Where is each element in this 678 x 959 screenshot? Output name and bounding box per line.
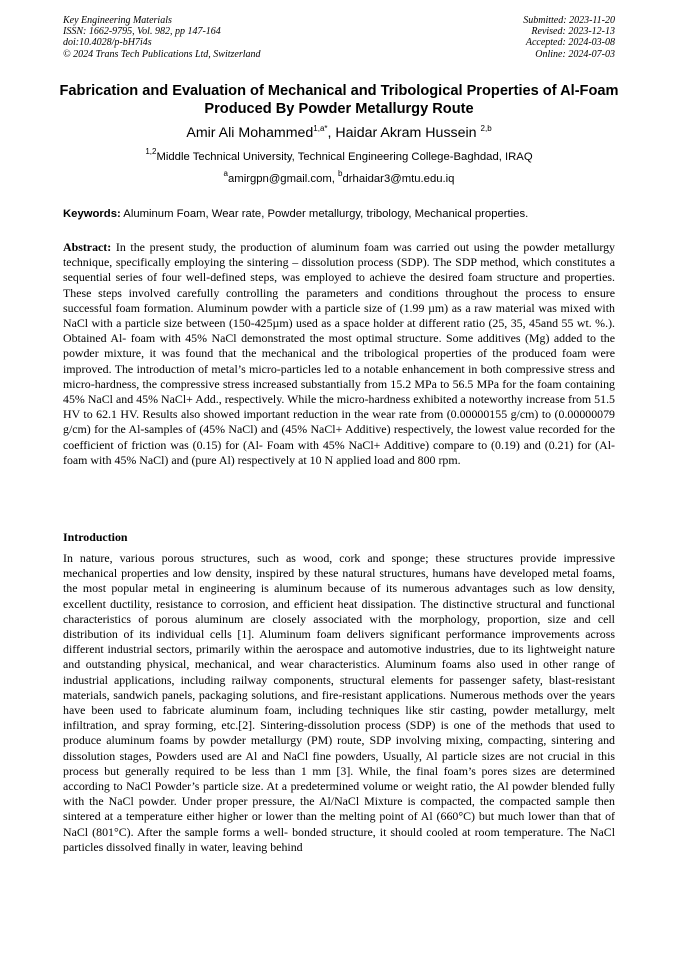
copyright: © 2024 Trans Tech Publications Ltd, Switzerland [63, 48, 261, 60]
keywords-label: Keywords: [63, 208, 121, 220]
date-submitted: Submitted: 2023-11-20 [523, 15, 615, 26]
date-online: Online: 2024-07-03 [535, 48, 615, 60]
date-revised: Revised: 2023-12-13 [531, 26, 615, 38]
keywords [63, 207, 615, 221]
paper-title: Fabrication and Evaluation of Mechanical and Tribological Properties of Al-Foam Produced By Powder Metallurgy Route [59, 83, 619, 117]
introduction-body: In nature, various porous structures, such as wood, cork and sponge; these structures provide impressive mechanical properties and low density, inspired by these natural structures, humans have developed metal foams, the most popular metal in engineering is aluminum because of its numerous advantages such as low density, excellent ductility, resistance to corrosion, and efficient heat dissipation. The distinctive structural and functional characteristics of porous aluminum are closely associated with the morphology, proportion, size and cell distribution of its individual cells [1]. Aluminum foam delivers significant performance improvements across different industrial sectors, primarily within the aerospace and automotive industries, due to its lightweight nature and outstanding physical, mechanical, and wear characteristics. Aluminum foams also used in other range of industrial applications, including railway components, structural elements for passenger safety, blast-resistant materials, sandwich panels, packaging solutions, and fire-resistant applications. Numerous methods over the years have been used to fabricate aluminum foam, including techniques like stir casting, powder metallurgy, melt infiltration, and spray forming, etc.[2]. Sintering-dissolution process (SDP) is one of the methods that used to produce aluminum foams by powder metallurgy (PM) route, SDP involving mixing, compacting, sintering and dissolution stages, Powders used are Al and NaCl fine powders, Usually, Al particle sizes are not crucial in this process but generally required to be less than 1 mm [3]. While, the final foam’s pores sizes are determined according to NaCl Powder’s particle size. At a predetermined volume or weight ratio, the Al powder blended fully with the NaCl powder. Under proper pressure, the Al/NaCl Mixture is compacted, the compacted sample then sintered at a temperature either higher or lower than the melting point of Al (660°C) but much lower than that of NaCl (801°C). After the sample forms a well- bonded structure, it should cooled at room temperature. The NaCl particles dissolved finally in water, leaving behind [63, 551, 615, 854]
doi-link[interactable]: doi:10.4028/p-bH7i4s [63, 37, 152, 49]
author-separator: , [327, 125, 336, 141]
date-accepted: Accepted: 2024-03-08 [525, 37, 615, 49]
affiliation [40, 147, 638, 164]
abstract-label: Abstract: [63, 240, 112, 254]
author-1: Amir Ali Mohammed [186, 125, 314, 141]
author-1-affil-sup: 1,a* [313, 124, 328, 133]
author-line [40, 124, 638, 142]
affiliation-sup: 1,2 [145, 147, 157, 156]
email-a-link[interactable]: amirgpn@gmail.com, [228, 173, 339, 185]
journal-info [63, 15, 261, 60]
introduction-heading: Introduction [63, 530, 128, 544]
journal-name: Key Engineering Materials [63, 15, 172, 26]
journal-issn: ISSN: 1662-9795, Vol. 982, pp 147-164 [63, 26, 221, 38]
abstract-text: In the present study, the production of aluminum foam was carried out using the powder metallurgy technique, specifically employing the sintering – dissolution process (SDP). The SDP method, which constitutes a sequential series of four well-defined steps, was employed to achieve the desired foam structure and properties. These steps involved carefully controlling the parameters and conditions throughout the process to ensure successful foam formation. Aluminum powder with a particle size of (1.99 µm) as a raw material was mixed with NaCl with a particle size between (150-425µm) used as a space holder at different ratio (25, 35, 45and 55 wt. %.). Obtained Al- foam with 45% NaCl demonstrated the most optimal structure. Some additives (Mg) added to the powder mixture, it was found that the mechanical and the tribological properties of the produced foam were improved. The introduction of metal’s micro-particles led to a notable enhancement in both compressive stress and micro-hardness, the compressive stress increased substantially from 15.2 MPa to 56.5 MPa for the foam containing 45% NaCl and 45% NaCl+ Add., respectively. While the micro-hardness exhibited a noteworthy increase from 51.5 HV to 62.1 HV. Results also showed important reduction in the wear rate from (0.00000155 g/cm) to (0.00000079 g/cm) for the Al-samples of (45% NaCl) and (45% NaCl+ Additive) respectively, the lowest value recorded for the coefficient of friction was (0.15) for (Al- Foam with 45% NaCl+ Additive) compare to (0.19) and (0.21) for (Al-foam with 45% NaCl) and (pure Al) respectively at 10 N applied load and 800 rpm. [63, 240, 615, 467]
author-emails [40, 169, 638, 186]
email-a-sup: a [223, 169, 228, 178]
keywords-text: Aluminum Foam, Wear rate, Powder metallurgy, tribology, Mechanical properties. [120, 208, 529, 220]
affiliation-text: Middle Technical University, Technical Engineering College-Baghdad, IRAQ [156, 151, 533, 163]
author-2-affil-sup: 2,b [480, 124, 492, 133]
author-2: Haidar Akram Hussein [335, 125, 481, 141]
abstract [63, 240, 615, 468]
email-b-link[interactable]: drhaidar3@mtu.edu.iq [342, 173, 455, 185]
email-b-sup: b [338, 169, 343, 178]
publication-dates [523, 15, 615, 60]
